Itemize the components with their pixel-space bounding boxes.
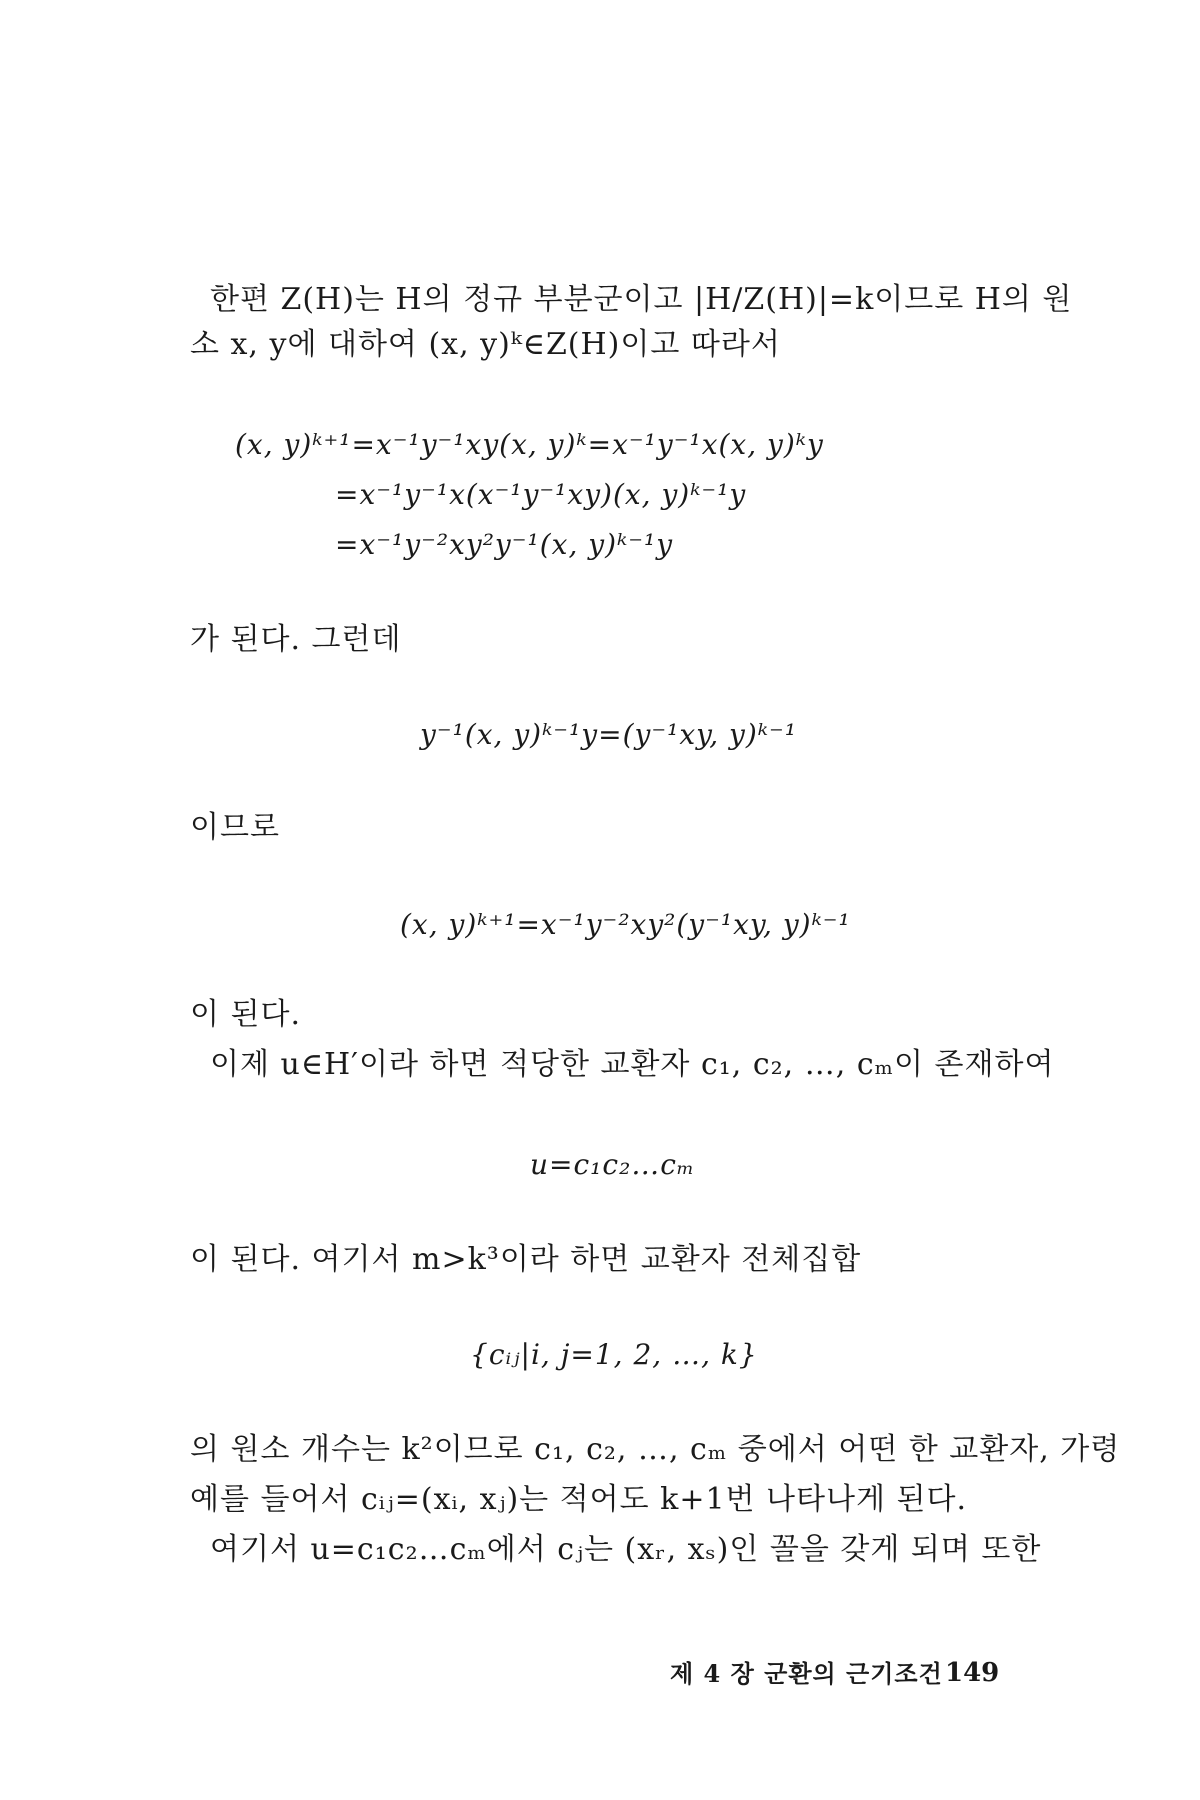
equation2: y⁻¹(x, y)ᵏ⁻¹y=(y⁻¹xy, y)ᵏ⁻¹ [420, 718, 797, 751]
paragraph3: 이 된다. 여기서 m>k³이라 하면 교환자 전체집합 [190, 1242, 862, 1277]
page-number: 149 [945, 1658, 1000, 1688]
text-after-eq2: 이므로 [190, 810, 280, 845]
paragraph5: 여기서 u=c₁c₂…cₘ에서 cⱼ는 (xᵣ, xₛ)인 꼴을 갖게 되며 또한 [210, 1532, 1042, 1567]
equation-block1-line3: =x⁻¹y⁻²xy²y⁻¹(x, y)ᵏ⁻¹y [335, 528, 674, 561]
equation5: {cᵢⱼ|i, j=1, 2, …, k} [470, 1338, 758, 1371]
text-after-block1: 가 된다. 그런데 [190, 622, 402, 657]
paragraph2: 이제 u∈H′이라 하면 적당한 교환자 c₁, c₂, …, cₘ이 존재하여 [210, 1047, 1055, 1082]
equation-block1-line2: =x⁻¹y⁻¹x(x⁻¹y⁻¹xy)(x, y)ᵏ⁻¹y [335, 478, 747, 511]
paragraph1-line1: 한편 Z(H)는 H의 정규 부분군이고 |H/Z(H)|=k이므로 H의 원 [210, 282, 1073, 317]
paragraph4-line1: 의 원소 개수는 k²이므로 c₁, c₂, …, cₘ 중에서 어떤 한 교환자, 가령 [190, 1432, 1121, 1467]
equation3: (x, y)ᵏ⁺¹=x⁻¹y⁻²xy²(y⁻¹xy, y)ᵏ⁻¹ [400, 908, 851, 941]
paragraph4-line2: 예를 들어서 cᵢⱼ=(xᵢ, xⱼ)는 적어도 k+1번 나타나게 된다. [190, 1482, 968, 1517]
paragraph1-line2: 소 x, y에 대하여 (x, y)ᵏ∈Z(H)이고 따라서 [190, 327, 781, 362]
text-after-eq3: 이 된다. [190, 997, 302, 1032]
running-footer-chapter: 제 4 장 군환의 근기조건 [670, 1659, 943, 1688]
equation-block1-line1: (x, y)ᵏ⁺¹=x⁻¹y⁻¹xy(x, y)ᵏ=x⁻¹y⁻¹x(x, y)ᵏy [235, 428, 824, 461]
equation4: u=c₁c₂…cₘ [530, 1148, 696, 1181]
